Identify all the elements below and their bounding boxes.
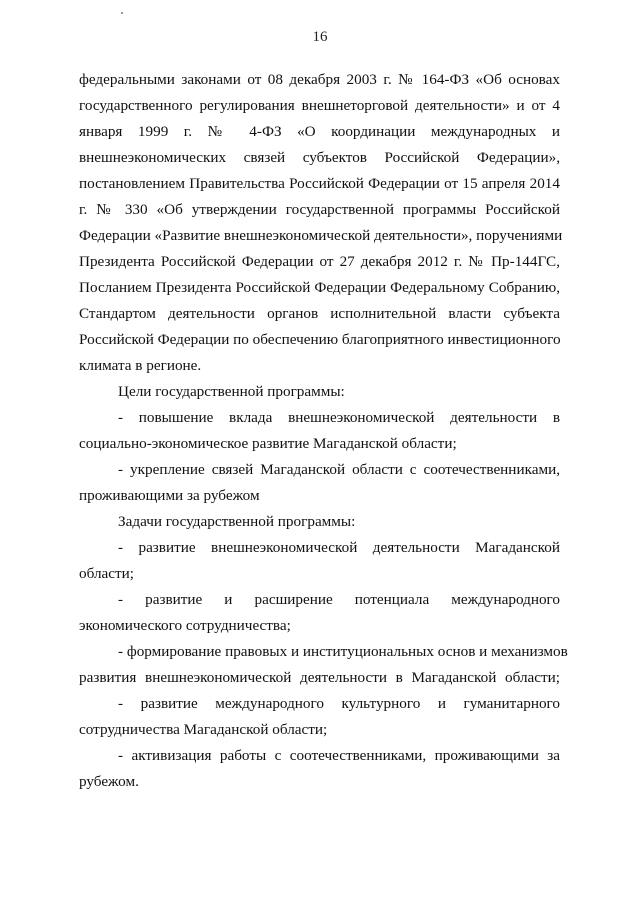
goal-item: - повышение вклада внешнеэкономической деятельности в — [118, 409, 560, 426]
text-line: Российской Федерации по обеспечению благоприятного инвестиционного — [79, 331, 561, 348]
tasks-heading: Задачи государственной программы: — [118, 513, 356, 530]
goal-item-cont: социально-экономическое развитие Магаданской области; — [79, 435, 457, 452]
text-line: января 1999 г. № 4-ФЗ «О координации международных и — [79, 123, 560, 140]
text-line: климата в регионе. — [79, 357, 202, 374]
text-line: г. № 330 «Об утверждении государственной программы Российской — [79, 201, 560, 218]
task-item: - формирование правовых и институциональных основ и механизмов — [118, 643, 568, 660]
task-item: - активизация работы с соотечественниками, проживающими за — [118, 747, 560, 764]
text-line: внешнеэкономических связей субъектов Российской Федерации», — [79, 149, 560, 166]
text-line: государственного регулирования внешнеторговой деятельности» и от 4 — [79, 97, 560, 114]
task-item-cont: рубежом. — [79, 773, 139, 790]
text-line: Федерации «Развитие внешнеэкономической деятельности», поручениями — [79, 227, 563, 244]
text-line: постановлением Правительства Российской Федерации от 15 апреля 2014 — [79, 175, 560, 192]
task-item-cont: сотрудничества Магаданской области; — [79, 721, 328, 738]
task-item-cont: области; — [79, 565, 134, 582]
body-text — [79, 67, 568, 795]
scan-speck — [121, 12, 123, 14]
task-item-cont: экономического сотрудничества; — [79, 617, 291, 634]
goals-heading: Цели государственной программы: — [118, 383, 345, 400]
goal-item: - укрепление связей Магаданской области с соотечественниками, — [118, 461, 560, 478]
task-item: - развитие внешнеэкономической деятельности Магаданской — [118, 539, 560, 556]
goal-item-cont: проживающими за рубежом — [79, 487, 260, 504]
text-line: федеральными законами от 08 декабря 2003 г. № 164-ФЗ «Об основах — [79, 71, 560, 88]
text-line: Стандартом деятельности органов исполнительной власти субъекта — [79, 305, 560, 322]
task-item: - развитие и расширение потенциала международного — [118, 591, 560, 608]
text-line: Президента Российской Федерации от 27 декабря 2012 г. № Пр-144ГС, — [79, 253, 560, 270]
page-number: 16 — [312, 29, 328, 45]
text-line: Посланием Президента Российской Федерации Федеральному Собранию, — [79, 279, 560, 296]
task-item: - развитие международного культурного и гуманитарного — [118, 695, 560, 712]
task-item-cont: развития внешнеэкономической деятельности в Магаданской области; — [79, 669, 560, 686]
